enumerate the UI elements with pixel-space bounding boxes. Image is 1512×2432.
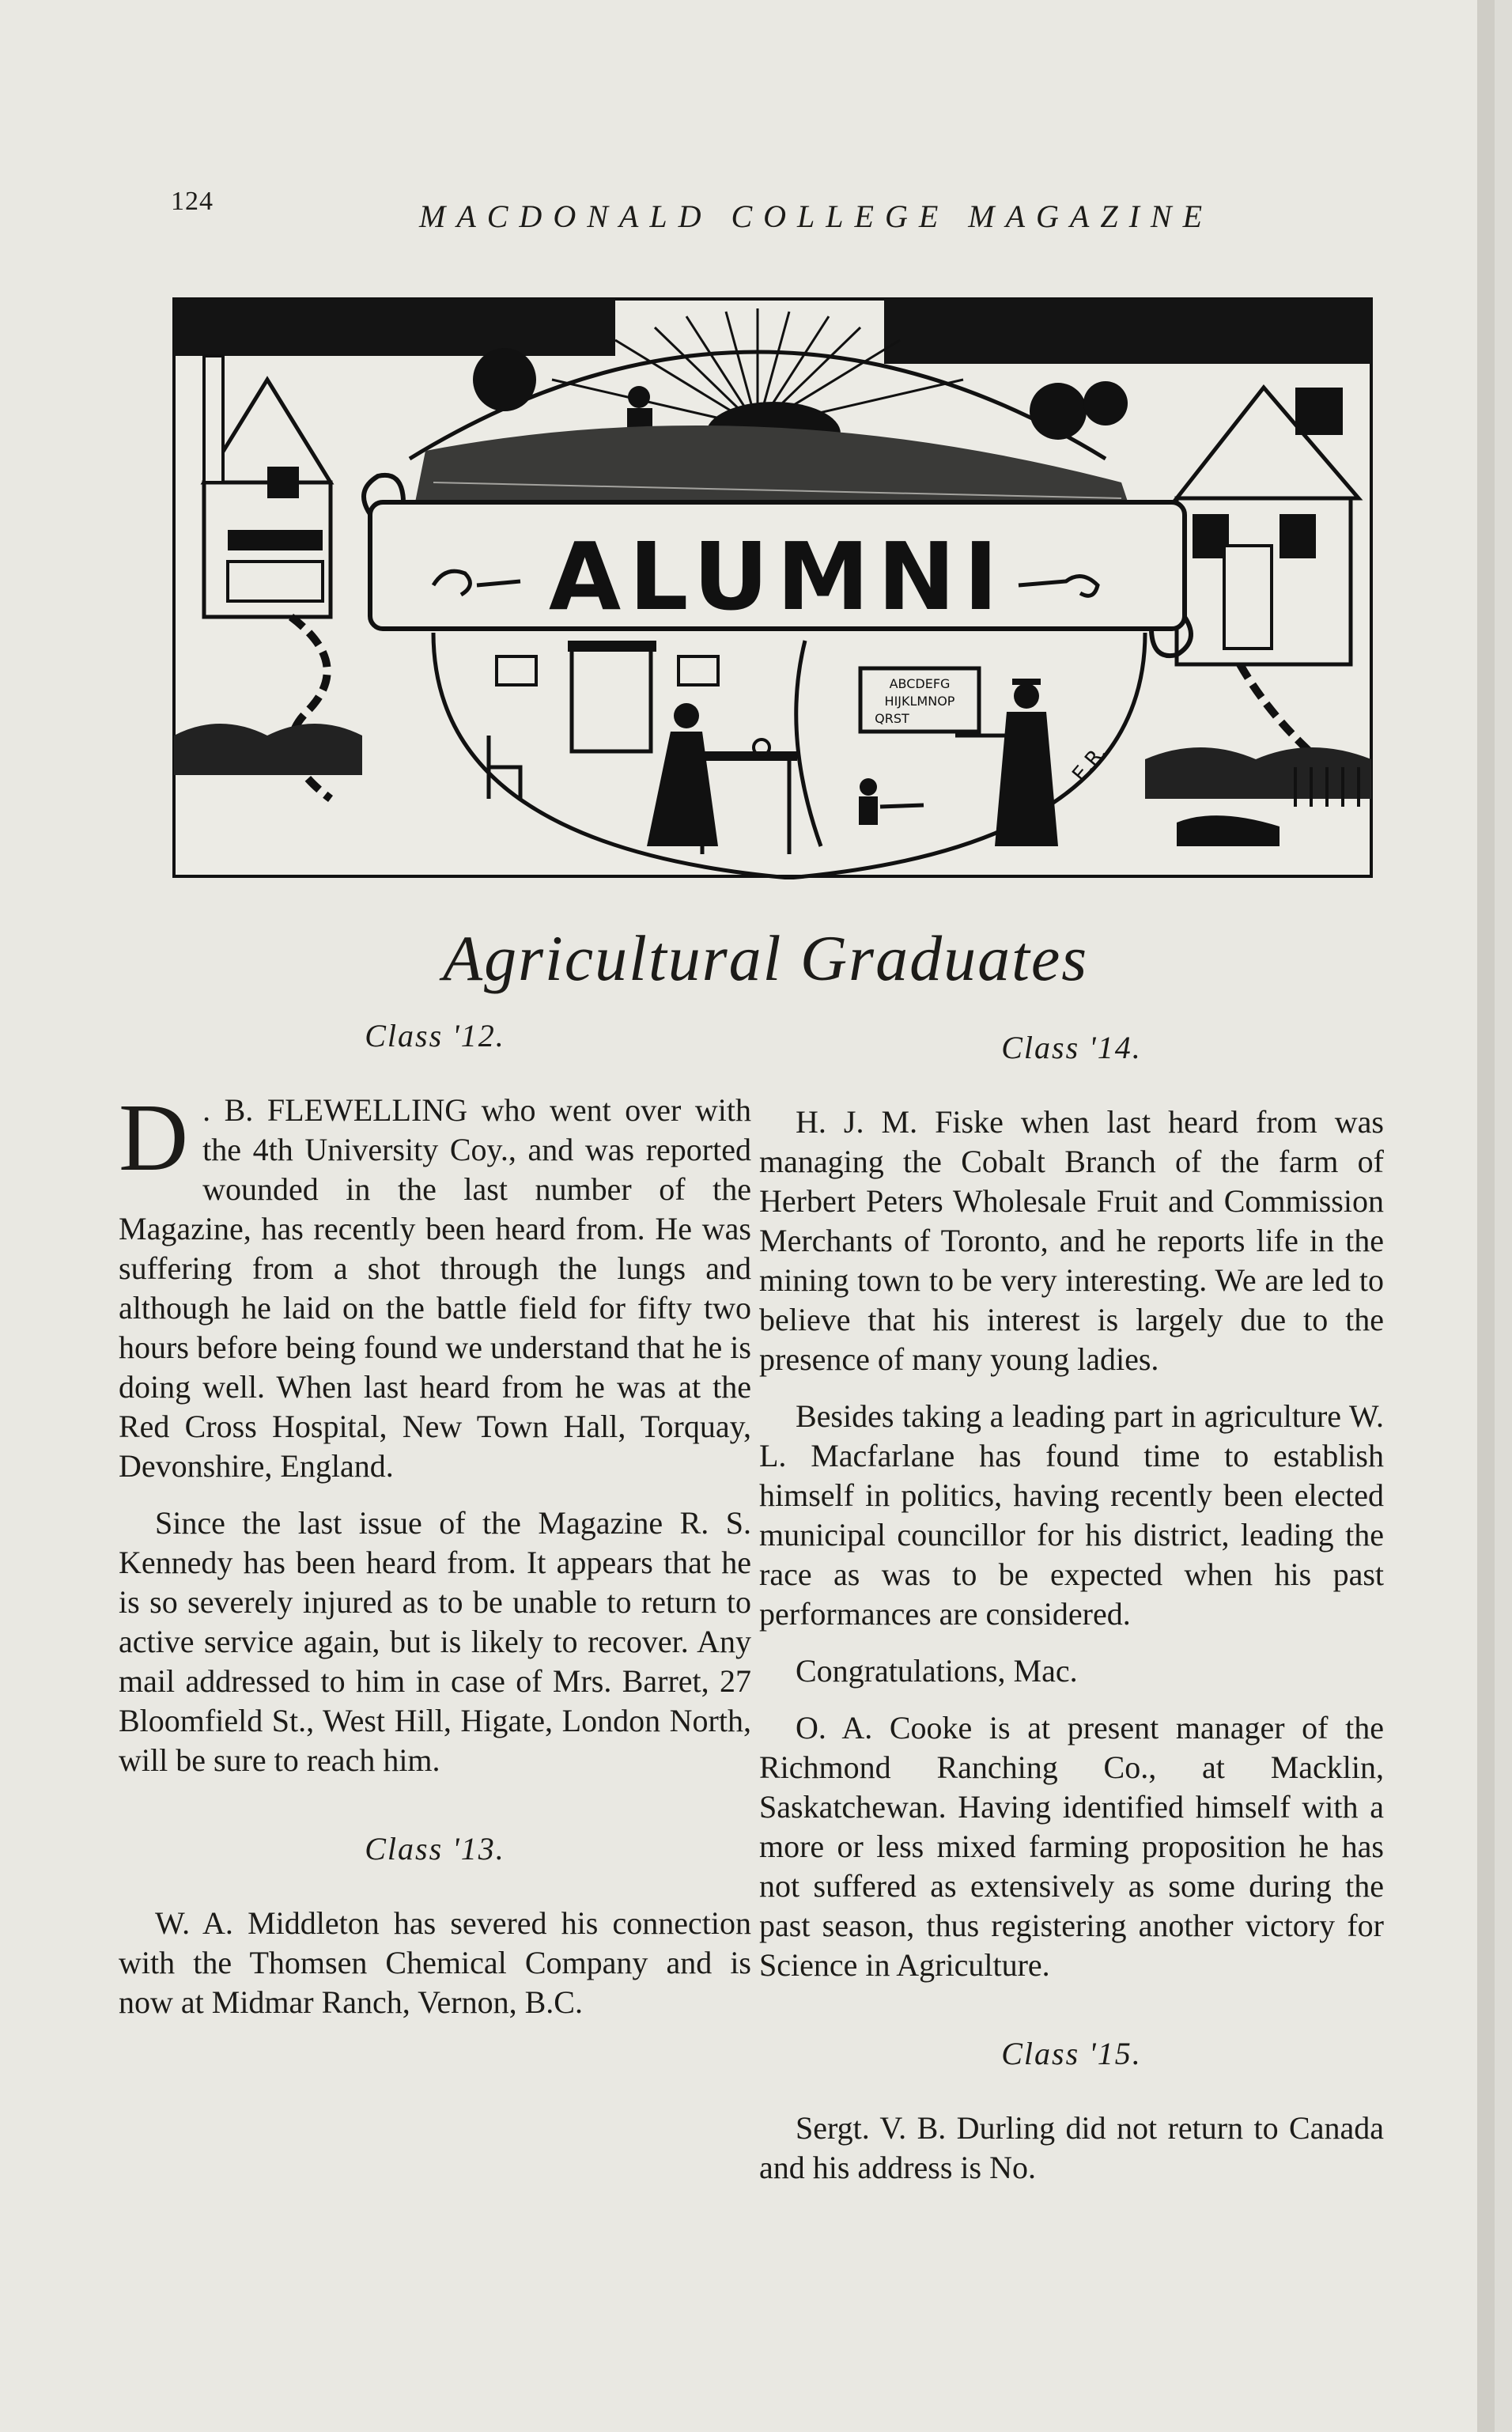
paragraph-cooke: O. A. Cooke is at present manager of the Richmond Ranching Co., at Macklin, Saskatchewan. Having identified himself with a more or less mixed farming proposition he has not suffered as extensively as some during the past season, thus registering another victory for Science in Agriculture. <box>759 1710 1384 1983</box>
paragraph-congratulations: Congratulations, Mac. <box>796 1653 1078 1689</box>
artist-initials: E.R. <box>1068 740 1112 787</box>
blackboard-line-1: ABCDEFG <box>889 676 951 691</box>
alumni-banner-illustration <box>172 293 1373 879</box>
class-14-heading: Class '14. <box>1001 1030 1142 1065</box>
running-title: MACDONALD COLLEGE MAGAZINE <box>419 199 1214 234</box>
class-12-heading: Class '12. <box>365 1018 505 1053</box>
paragraph-flewelling <box>119 1084 751 1486</box>
class-15-heading: Class '15. <box>1001 2036 1142 2071</box>
paragraph-durling: Sergt. V. B. Durling did not return to Canada and his address is No. <box>759 2110 1384 2185</box>
paragraph-fiske: H. J. M. Fiske when last heard from was managing the Cobalt Branch of the farm of Herbert Peters Wholesale Fruit and Commission Merchants of Toronto, and he reports life in the mining town to be very interesting. We are led to believe that his interest is largely due to the presence of many young ladies. <box>759 1104 1384 1377</box>
paragraph-macfarlane: Besides taking a leading part in agriculture W. L. Macfarlane has found time to establish himself in politics, having recently been elected municipal councillor for his district, leading the race as was to be expected when his past performances are considered. <box>759 1398 1384 1632</box>
blackboard-line-2: HIJKLMNOP <box>884 694 955 709</box>
blackboard-line-3: QRST <box>875 711 909 726</box>
drop-cap: D <box>119 1084 189 1191</box>
paragraph-flewelling-text: . B. FLEWELLING who went over with the 4th University Coy., and was reported wounded in the last number of the Magazine, has recently been heard from. He was suffering from a shot through the lungs and although he laid on the battle field for fifty two hours before being found we understand that he is doing well. When last heard from he was at the Red Cross Hospital, New Town Hall, Torquay, Devonshire, England. <box>119 1092 751 1484</box>
class-13-heading: Class '13. <box>365 1831 505 1867</box>
banner-title: ALUMNI <box>548 522 1007 631</box>
page-number: 124 <box>171 187 214 216</box>
left-column <box>119 1016 751 2040</box>
paragraph-kennedy: Since the last issue of the Magazine R. S. Kennedy has been heard from. It appears that he is so severely injured as to be unable to return to active service again, but is likely to recover. Any mail addressed to him in case of Mrs. Barret, 27 Bloomfield St., West Hill, Higate, London North, will be sure to reach him. <box>119 1505 751 1778</box>
paragraph-middleton: W. A. Middleton has severed his connection with the Thomsen Chemical Company and is now at Midmar Ranch, Vernon, B.C. <box>119 1905 751 2020</box>
article-title: Agricultural Graduates <box>443 922 1089 994</box>
right-column <box>759 1028 1384 2205</box>
